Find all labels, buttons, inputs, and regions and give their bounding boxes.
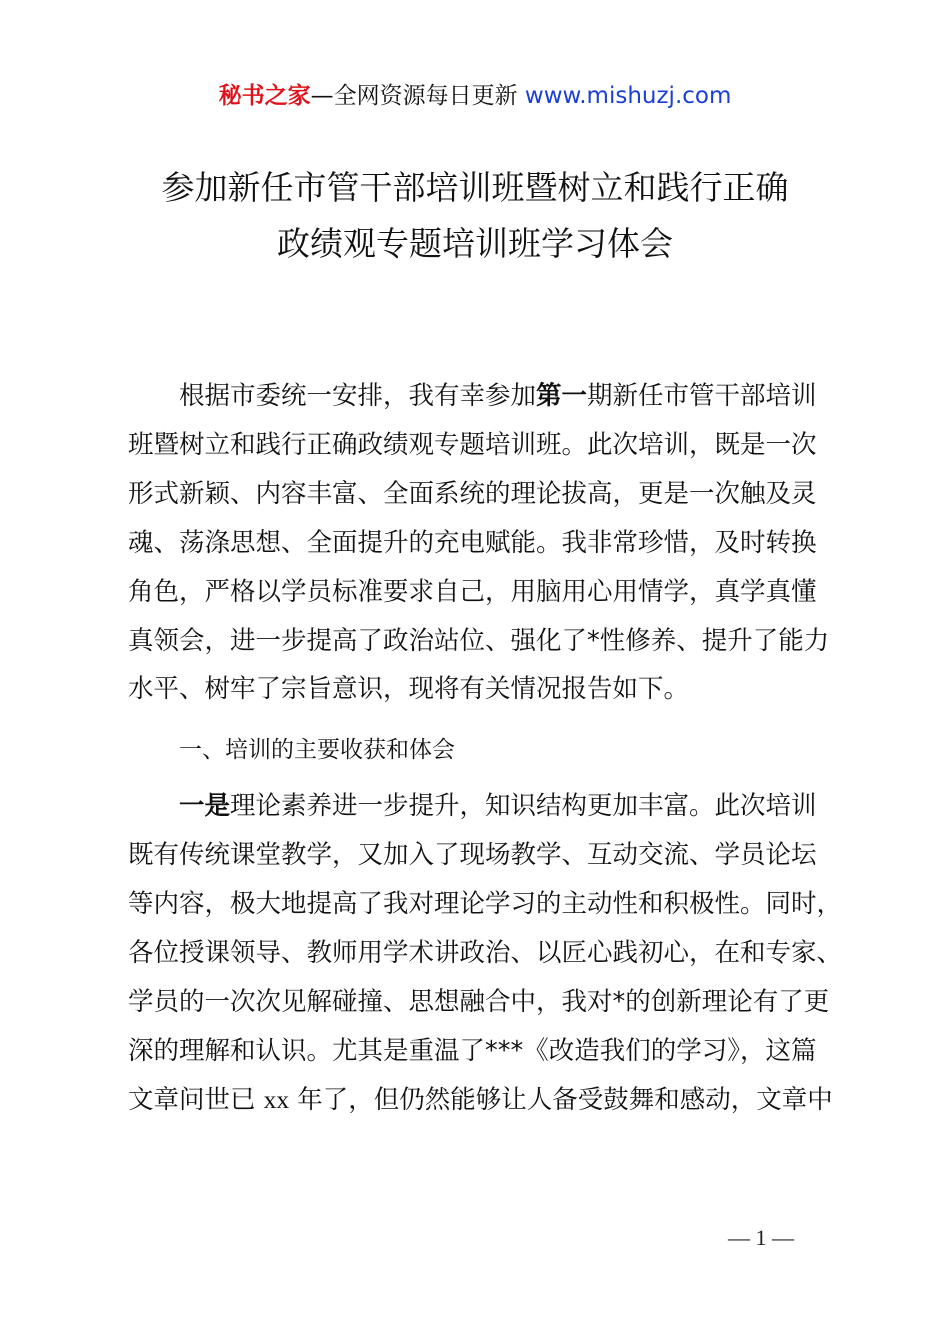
page-number: — 1 — xyxy=(728,1225,794,1250)
title-line-1: 参加新任市管干部培训班暨树立和践行正确 xyxy=(161,168,789,207)
brand-name: 秘书之家 xyxy=(218,83,311,109)
paragraph-line: 深的理解和认识。尤其是重温了***《改造我们的学习》，这篇 xyxy=(128,1035,817,1066)
paragraph-line: 形式新颖、内容丰富、全面系统的理论拔高，更是一次触及灵 xyxy=(128,478,817,509)
site-header xyxy=(0,80,950,112)
paragraph-first-point xyxy=(128,782,843,1124)
bold-emphasis: 第一 xyxy=(536,381,588,411)
paragraph-line xyxy=(128,782,838,831)
text-span: 理论素养进一步提升，知识结构更加丰富。此次培训 xyxy=(230,791,817,822)
text-span: 根据市委统一安排，我有幸参加 xyxy=(179,381,537,411)
paragraph-line: 水平、树牢了宗旨意识，现将有关情况报告如下。 xyxy=(128,674,690,705)
paragraph-line: 学员的一次次见解碰撞、思想融合中，我对*的创新理论有了更 xyxy=(128,986,830,1017)
bold-emphasis: 一是 xyxy=(179,791,231,822)
paragraph-line: 班暨树立和践行正确政绩观专题培训班。此次培训，既是一次 xyxy=(128,429,817,460)
text-span: 期新任市管干部培训 xyxy=(587,381,817,411)
text-span: 文章问世已 xyxy=(128,1084,264,1115)
title-line-2: 政绩观专题培训班学习体会 xyxy=(277,224,673,263)
placeholder-text: xx xyxy=(263,1084,290,1114)
paragraph-line: 真领会，进一步提高了政治站位、强化了*性修养、提升了能力 xyxy=(128,625,830,656)
paragraph-line xyxy=(128,372,838,421)
paragraph-line: 既有传统课堂教学，又加入了现场教学、互动交流、学员论坛 xyxy=(128,840,817,871)
paragraph-line: 各位授课领导、教师用学术讲政治、以匠心践初心，在和专家、 xyxy=(128,938,843,969)
paragraph-line: 等内容，极大地提高了我对理论学习的主动性和积极性。同时， xyxy=(128,889,843,920)
paragraph-line: 角色，严格以学员标准要求自己，用脑用心用情学，真学真懂 xyxy=(128,576,817,607)
text-span: 年了，但仍然能够让人备受鼓舞和感动，文章中 xyxy=(289,1084,833,1115)
document-title xyxy=(0,160,950,272)
header-slogan: —全网资源每日更新 xyxy=(310,83,525,109)
paragraph-line xyxy=(128,1076,838,1125)
section-heading: 一、培训的主要收获和体会 xyxy=(179,737,455,764)
paragraph-line: 魂、荡涤思想、全面提升的充电赋能。我非常珍惜，及时转换 xyxy=(128,527,817,558)
paragraph-intro xyxy=(128,372,838,714)
site-url-link[interactable]: www.mishuzj.com xyxy=(524,83,732,109)
document-body xyxy=(128,372,843,1125)
